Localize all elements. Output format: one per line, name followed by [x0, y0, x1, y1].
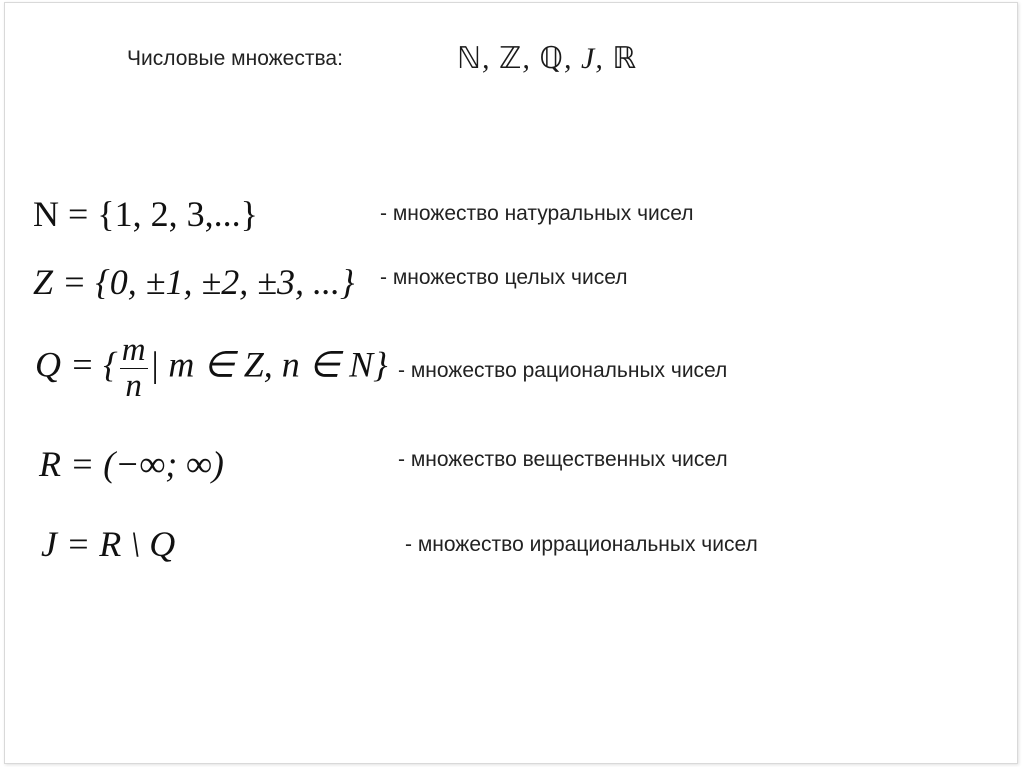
rational-set-formula: [35, 333, 388, 403]
number-set-symbols: ℕ, ℤ, ℚ, J, ℝ: [457, 42, 638, 75]
real-set-description: - множество вещественных чисел: [398, 448, 728, 471]
integer-set-formula: Z = {0, ±1, ±2, ±3, ...}: [33, 262, 355, 302]
integers-symbol: ℤ: [499, 42, 523, 75]
real-set-formula: R = (−∞; ∞): [39, 444, 224, 484]
naturals-symbol: ℕ: [457, 42, 483, 75]
fraction-denominator: n: [125, 367, 142, 404]
irrational-set-formula: J = R \ Q: [41, 524, 176, 564]
reals-symbol: ℝ: [612, 42, 638, 75]
rational-fraction: [120, 333, 148, 403]
rationals-symbol: ℚ: [539, 42, 564, 75]
irrational-set-description: - множество иррациональных чисел: [405, 533, 758, 556]
irrationals-symbol: J: [581, 42, 596, 75]
slide: [4, 2, 1018, 764]
rational-lhs: Q = {: [35, 344, 118, 385]
rational-rhs: | m ∈ Z, n ∈ N}: [149, 344, 388, 385]
integer-set-description: - множество целых чисел: [380, 266, 628, 289]
page-title: Числовые множества:: [127, 47, 343, 70]
natural-set-description: - множество натуральных чисел: [380, 202, 694, 225]
fraction-numerator: m: [121, 332, 146, 368]
rational-set-description: - множество рациональных чисел: [398, 359, 728, 382]
natural-set-formula: N = {1, 2, 3,...}: [33, 194, 258, 234]
